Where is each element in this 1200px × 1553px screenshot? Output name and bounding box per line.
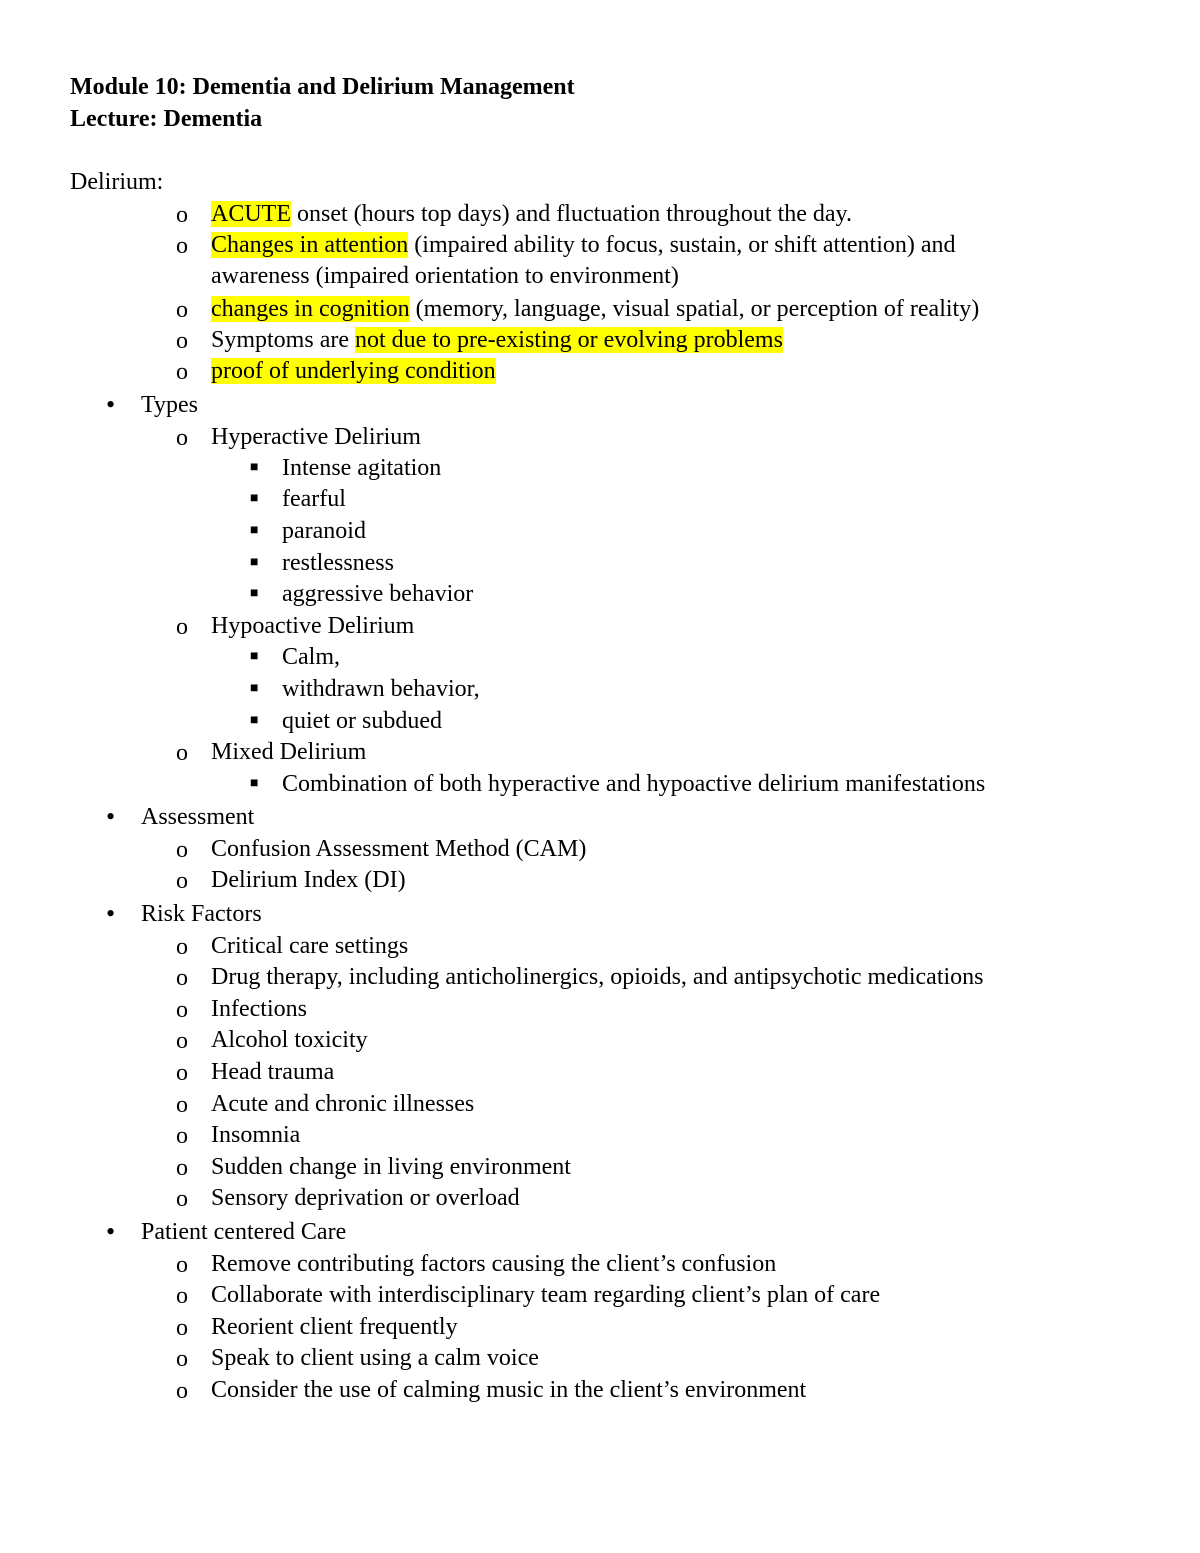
delirium-point-attention: Changes in attention (impaired ability to focus, sustain, or shift attention) and	[211, 232, 956, 258]
delirium-point-proof: proof of underlying condition	[211, 358, 496, 384]
dot-bullet-icon: •	[106, 899, 116, 928]
circle-bullet-icon: o	[176, 1092, 188, 1118]
risk-factor-item: Critical care settings	[211, 933, 409, 959]
circle-bullet-icon: o	[176, 837, 188, 863]
square-bullet-icon: ■	[250, 681, 259, 696]
lecture-subtitle: Lecture: Dementia	[70, 106, 263, 132]
risk-factor-item: Sudden change in living environment	[211, 1154, 571, 1180]
assessment-item: Delirium Index (DI)	[211, 867, 406, 893]
risk-factor-item: Infections	[211, 996, 307, 1022]
hyperactive-item: aggressive behavior	[282, 581, 474, 607]
hypoactive-item: withdrawn behavior,	[282, 676, 480, 702]
circle-bullet-icon: o	[176, 1028, 188, 1054]
circle-bullet-icon: o	[176, 934, 188, 960]
square-bullet-icon: ■	[250, 460, 259, 475]
risk-factors-heading: Risk Factors	[141, 901, 262, 927]
risk-factor-item: Head trauma	[211, 1059, 335, 1085]
risk-factor-item: Drug therapy, including anticholinergics, opioids, and antipsychotic medications	[211, 964, 984, 990]
hyperactive-item: paranoid	[282, 518, 366, 544]
patient-care-item: Consider the use of calming music in the client’s environment	[211, 1377, 807, 1403]
square-bullet-icon: ■	[250, 523, 259, 538]
risk-factor-item: Insomnia	[211, 1122, 301, 1148]
circle-bullet-icon: o	[176, 233, 188, 259]
hyperactive-item: Intense agitation	[282, 455, 442, 481]
patient-care-heading: Patient centered Care	[141, 1219, 347, 1245]
mixed-delirium-label: Mixed Delirium	[211, 739, 367, 765]
dot-bullet-icon: •	[106, 1217, 116, 1246]
circle-bullet-icon: o	[176, 997, 188, 1023]
circle-bullet-icon: o	[176, 740, 188, 766]
circle-bullet-icon: o	[176, 868, 188, 894]
risk-factor-item: Acute and chronic illnesses	[211, 1091, 475, 1117]
risk-factor-item: Alcohol toxicity	[211, 1027, 368, 1053]
delirium-point-acute: ACUTE onset (hours top days) and fluctuation throughout the day.	[211, 201, 852, 227]
circle-bullet-icon: o	[176, 965, 188, 991]
hyperactive-item: restlessness	[282, 550, 394, 576]
delirium-point-attention-continued: awareness (impaired orientation to environment)	[211, 263, 679, 289]
document-title: Module 10: Dementia and Delirium Management	[70, 74, 575, 100]
square-bullet-icon: ■	[250, 713, 259, 728]
circle-bullet-icon: o	[176, 202, 188, 228]
assessment-item: Confusion Assessment Method (CAM)	[211, 836, 587, 862]
circle-bullet-icon: o	[176, 1123, 188, 1149]
circle-bullet-icon: o	[176, 359, 188, 385]
circle-bullet-icon: o	[176, 425, 188, 451]
mixed-item: Combination of both hyperactive and hypoactive delirium manifestations	[282, 771, 986, 797]
types-heading: Types	[141, 392, 198, 418]
circle-bullet-icon: o	[176, 1283, 188, 1309]
circle-bullet-icon: o	[176, 1252, 188, 1278]
section-heading-delirium: Delirium:	[70, 169, 164, 195]
risk-factor-item: Sensory deprivation or overload	[211, 1185, 520, 1211]
hyperactive-delirium-label: Hyperactive Delirium	[211, 424, 421, 450]
square-bullet-icon: ■	[250, 776, 259, 791]
circle-bullet-icon: o	[176, 328, 188, 354]
circle-bullet-icon: o	[176, 1346, 188, 1372]
delirium-point-cognition: changes in cognition (memory, language, visual spatial, or perception of reality)	[211, 296, 980, 322]
hyperactive-item: fearful	[282, 486, 346, 512]
square-bullet-icon: ■	[250, 649, 259, 664]
dot-bullet-icon: •	[106, 390, 116, 419]
hypoactive-item: Calm,	[282, 644, 340, 670]
patient-care-item: Remove contributing factors causing the client’s confusion	[211, 1251, 777, 1277]
circle-bullet-icon: o	[176, 1186, 188, 1212]
circle-bullet-icon: o	[176, 614, 188, 640]
circle-bullet-icon: o	[176, 1155, 188, 1181]
circle-bullet-icon: o	[176, 1060, 188, 1086]
square-bullet-icon: ■	[250, 555, 259, 570]
circle-bullet-icon: o	[176, 297, 188, 323]
circle-bullet-icon: o	[176, 1315, 188, 1341]
patient-care-item: Collaborate with interdisciplinary team regarding client’s plan of care	[211, 1282, 881, 1308]
hypoactive-delirium-label: Hypoactive Delirium	[211, 613, 415, 639]
assessment-heading: Assessment	[141, 804, 255, 830]
square-bullet-icon: ■	[250, 586, 259, 601]
square-bullet-icon: ■	[250, 491, 259, 506]
patient-care-item: Reorient client frequently	[211, 1314, 458, 1340]
hypoactive-item: quiet or subdued	[282, 708, 442, 734]
dot-bullet-icon: •	[106, 802, 116, 831]
patient-care-item: Speak to client using a calm voice	[211, 1345, 539, 1371]
delirium-point-symptoms: Symptoms are not due to pre-existing or evolving problems	[211, 327, 783, 353]
circle-bullet-icon: o	[176, 1378, 188, 1404]
